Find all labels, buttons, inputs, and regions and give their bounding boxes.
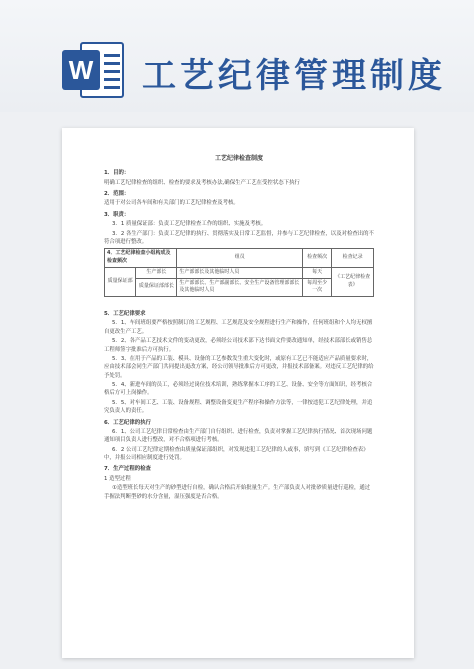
execution-item: 6．1、公司工艺纪律日常检查由生产部门自行组织、进行检查，负责对掌握工艺纪律执行情况、首次现场问题通知项目负责人进行整改，对不合格项进行考核。 xyxy=(104,428,373,444)
table-cell: 每周至少一次 xyxy=(303,278,332,297)
subsection-heading-molding: 1 造型过程 xyxy=(104,475,131,482)
table-header-frequency: 检查频次 xyxy=(303,249,332,268)
table-cell: 生产部部长及其他临时人员 xyxy=(177,267,303,278)
word-document-icon xyxy=(62,40,126,100)
table-cell: 每天 xyxy=(303,267,332,278)
banner xyxy=(0,0,474,112)
section-heading-execution: 6．工艺纪律的执行 xyxy=(104,419,151,426)
table-cell: 质量保证部 xyxy=(105,267,136,296)
inspection-team-table xyxy=(104,248,374,297)
section-text-scope: 适用于对公司各车间和有关部门的工艺纪律检查及考核。 xyxy=(104,200,239,207)
section-heading-requirements: 5．工艺纪律要求 xyxy=(104,311,146,318)
requirement-item: 5．2、各产品工艺技术文件的变动更改，必须经公司技术部下达书面文件要改通知单，经技术部部长或销售总工程师签字批准后方可执行。 xyxy=(104,338,373,353)
duty-item: 3．2 各生产部门：负责工艺纪律的执行、贯彻落实及日常工艺监督，并参与工艺纪律检查，以及对检查出的不符合项进行整改。 xyxy=(104,230,374,245)
molding-text: ①造型班长每天对生产的砂型进行自检，确认合格后开始批量生产。生产部负责人对批砂质量进行巡检，通过手握法判断型砂的水分含量，湿压强度是否合格。 xyxy=(104,485,371,500)
section-text-purpose: 明确工艺纪律检查的组织、检查的要求及考核办法,确保生产工艺在受控状态下执行 xyxy=(104,179,300,186)
duty-item: 3．1 质量保证部：负责工艺纪律检查工作的组织、实施及考核。 xyxy=(112,221,267,228)
requirement-item: 5．5、对车间工艺、工装、设备规程、调整设备变更生产程序和操作方法等，一律按违犯工艺纪律处理，并追究负责人的责任。 xyxy=(104,399,373,415)
document-body xyxy=(104,154,374,502)
table-cell: 生产部部长、生产部副部长、安全生产设备管理部部长及其他临时人员 xyxy=(177,278,303,297)
section-heading-scope: 2．范围： xyxy=(104,191,130,198)
requirement-item: 5．4、新进车间的员工，必须经过岗位技术培训，熟练掌握本工序的工艺、设备、安全等方面知识，经考核合格后方可上岗操作。 xyxy=(104,382,373,397)
section-heading-duties: 3．职责： xyxy=(104,211,130,218)
section-heading-process-inspection: 7．生产过程的检查 xyxy=(104,466,151,473)
table-row xyxy=(105,267,374,278)
table-title: 4．工艺纪律检查小组构成及检查频次 xyxy=(105,249,177,268)
document-page: ​ 工艺纪律检查制度 1．目的： 明确工艺纪律检查的组织、检查的要求及考核办法,确保生产工艺在受控状态下执行 2．范围： 适用于对公司各车间和有关部门的工艺纪律检查及考核。 3．职责： 3．1 质量保证部：负责工艺纪律检查工作的组织、实施及考核。 3．2 各生产部门：负责工艺纪律的执行、贯彻落实及日常工艺监督，并参与工艺纪律检查，以及对检查出的不符合项进行整改。 4．工艺纪律检查小组构成及检查频次 组员 检查频次 检查记录 质量保证部 生产部长 生产部部长及其他临时人员 每天 《工艺纪律检查表》 质量保证部部长 生产部部长、生产部副部长、安全生产设备管理部部长及其他临时人员 每周至少一次 5．工艺纪律要求 5．1、车间班组要严格按照制订的工艺规程、工艺规范及安全规程进行生产和操作，任何班组和个人均无权擅自更改生产工艺。 5．2、各产品工艺技术文件的变动更改，必须经公司技术部下达书面文件要改通知单，经技术部部长或销售总工程师签字批准后方可执行。 5．3、在用于产品的工装、模具、设备的工艺参数发生重大变化时，或原有工艺已不能适应产品质量要求时，应由技术部会同生产部门共同提出更改方案，经公司领导批准后方可更改，并报技术部备案。对违反工艺纪律的给予处罚。 5．4、新进车间的员工，必须经过岗位技术培训，熟练掌握本工序的工艺、设备、安全等方面知识，经考核合格后方可上岗操作。 5．5、对车间工艺、工装、设备规程、调整设备变更生产程序和操作方法等，一律按违犯工艺纪律处理，并追究负责人的责任。 6．工艺纪律的执行 6．1、公司工艺纪律日常检查由生产部门自行组织、进行检查，负责对掌握工艺纪律执行情况、首次现场问题通知项目负责人进行整改，对不合格项进行考核。 6．2 公司工艺纪律定期检查由质量保证部组织，对发现违犯工艺纪律的人或事，填写到《工艺纪律检查表》中，并报公司相应制度进行处罚。 7．生产过程的检查 1 造型过程 ①造型班长每天对生产的砂型进行自检，确认合格后开始批量生产。生产部负责人对批砂质量进行巡检，通过手握法判断型砂的水分含量，湿压强度是否合格。 xyxy=(62,128,414,658)
table-cell: 质量保证部部长 xyxy=(136,278,177,297)
section-heading-purpose: 1．目的： xyxy=(104,170,130,177)
requirement-item: 5．3、在用于产品的工装、模具、设备的工艺参数发生重大变化时，或原有工艺已不能适应产品质量要求时，应由技术部会同生产部门共同提出更改方案，经公司领导批准后方可更改，并报技术部备案。对违反工艺纪律的给予处罚。 xyxy=(104,355,374,379)
table-header-record: 检查记录 xyxy=(332,249,374,268)
banner-title: 工艺纪律管理制度 xyxy=(142,56,446,96)
word-logo-letter: W xyxy=(62,50,100,90)
execution-item: 6．2 公司工艺纪律定期检查由质量保证部组织，对发现违犯工艺纪律的人或事，填写到《工艺纪律检查表》中，并报公司相应制度进行处罚。 xyxy=(104,446,369,462)
document-title: 工艺纪律检查制度 xyxy=(214,155,263,162)
table-cell: 《工艺纪律检查表》 xyxy=(332,267,374,296)
requirement-item: 5．1、车间班组要严格按照制订的工艺规程、工艺规范及安全规程进行生产和操作，任何班组和个人均无权擅自更改生产工艺。 xyxy=(104,320,373,335)
table-cell: 生产部长 xyxy=(136,267,177,278)
table-header-members: 组员 xyxy=(177,249,303,268)
